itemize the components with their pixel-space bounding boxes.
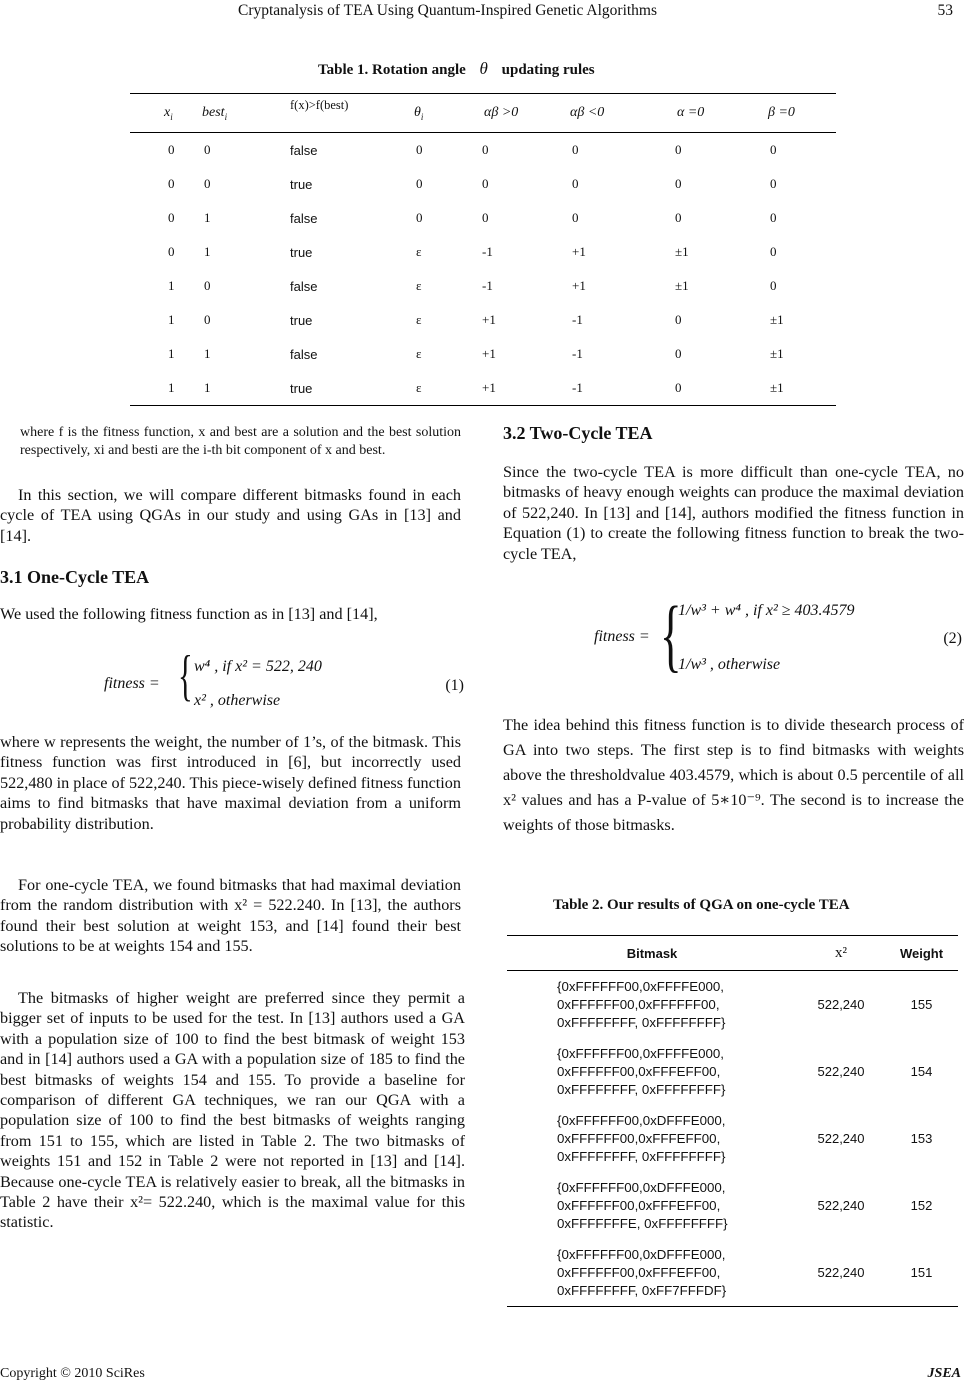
w-paragraph: where w represents the weight, the number of 1’s, of the bitmask. This fitness function was first introduced in [6], but incorrectly used 522,480 in place of 522,240. This piece-wisely defined fitness function aims to find bitmasks that have maximal deviation from a uniform probability distribution. xyxy=(0,733,461,833)
table2-bitmask-cell xyxy=(507,1038,797,1105)
table1-cell: 1 xyxy=(204,244,211,259)
table2-col-weight: Weight xyxy=(885,936,958,971)
table1-cell: 1 xyxy=(168,312,175,327)
bitmask-line: {0xFFFFFF00,0xDFFFE000, xyxy=(557,1246,726,1262)
equation-1 xyxy=(104,645,464,720)
table1-cell: +1 xyxy=(572,244,586,259)
table1-caption-pre: Table 1. Rotation angle xyxy=(318,62,466,78)
page-number: 53 xyxy=(937,2,953,19)
table1-col-ab-neg: αβ <0 xyxy=(570,94,665,133)
bitmask-line: 0xFFFFFF00,0xFFFEFF00, xyxy=(557,1264,721,1280)
table2-header xyxy=(507,936,958,971)
higher-paragraph: The bitmasks of higher weight are preferred since they permit a bigger set of inputs to be used for the test. In [13] authors used a GA with a population size of 100 to find the best bitmask of weight 153 and in [14] authors used a GA with a population size of 185 to find the best bitmasks of weights 154 and 155. To provide a baseline for comparison of different GA techniques, we ran our QGA with a population size of 100 to find the best bitmasks of weights ranging from 151 to 155, which are listed in Table 2. The two bitmasks of weights 151 and 152 in Table 2 were not reported in [13] and [14]. Because one-cycle TEA is relatively easier to break, all the bitmasks in Table 2 have their x²= 522.240, which is the maximal value for this statistic. xyxy=(0,989,465,1232)
section-heading-two-cycle: 3.2 Two-Cycle TEA xyxy=(503,423,653,443)
table2-x2-cell: 522,240 xyxy=(797,1239,885,1307)
table1-col-x: $x_i$ xyxy=(130,94,200,133)
bitmask-line: {0xFFFFFF00,0xFFFFE000, xyxy=(557,1045,724,1061)
table1-col-alpha0: α =0 xyxy=(665,94,750,133)
table1-row xyxy=(130,269,836,303)
table1-cell: 0 xyxy=(482,142,489,157)
table1-cell: true xyxy=(290,244,313,260)
table1-cell: 1 xyxy=(200,371,290,406)
table1-col-theta: $\theta_i$ xyxy=(400,94,480,133)
table1-cell: ε xyxy=(416,278,422,293)
table1-cell: 1 xyxy=(204,346,211,361)
table1-row xyxy=(130,337,836,371)
table1-caption-post: updating rules xyxy=(501,62,595,78)
table1-cell: 0 xyxy=(572,176,579,191)
table2-bitmask-cell xyxy=(507,1172,797,1239)
table1-cell: +1 xyxy=(572,278,586,293)
table1-cell: 0 xyxy=(416,176,423,191)
table1-row xyxy=(130,235,836,269)
table1-cell: 0 xyxy=(204,312,211,327)
eq1-lhs: fitness = xyxy=(104,675,160,692)
bitmask-line: 0xFFFFFFFF, 0xFFFFFFFF} xyxy=(557,1148,726,1164)
table1-cell: 0 xyxy=(572,210,579,225)
table1-cell: +1 xyxy=(482,312,496,327)
table1-cell: 0 xyxy=(675,346,682,361)
table1 xyxy=(130,93,836,406)
table1-cell: 0 xyxy=(770,176,777,191)
table1-cell: 0 xyxy=(572,142,579,157)
table1-cell: +1 xyxy=(480,371,570,406)
table2 xyxy=(507,935,958,1307)
table1-cell: ε xyxy=(416,312,422,327)
table2-x2-cell: 522,240 xyxy=(817,1198,865,1213)
table2-x2-cell: 522,240 xyxy=(817,997,865,1012)
table1-cell: 0 xyxy=(168,244,175,259)
running-header xyxy=(0,2,965,24)
bitmask-line: 0xFFFFFFFF, 0xFFFFFFFF} xyxy=(557,1081,726,1097)
used-paragraph: We used the following fitness function as in [13] and [14], xyxy=(0,605,378,623)
table1-cell: 0 xyxy=(204,278,211,293)
table1-cell: 0 xyxy=(482,210,489,225)
eq2-case1: 1/w³ + w⁴ , if x² ≥ 403.4579 xyxy=(678,602,855,619)
eq2-lhs: fitness = xyxy=(594,628,650,645)
table2-row xyxy=(507,971,958,1039)
table2-row xyxy=(507,1105,958,1172)
eq1-number: (1) xyxy=(445,677,464,694)
bitmask-line: 0xFFFFFFFF, 0xFF7FFFDF} xyxy=(557,1282,727,1298)
table1-cell: ±1 xyxy=(675,278,689,293)
bitmask-line: 0xFFFFFFFE, 0xFFFFFFFF} xyxy=(557,1215,728,1231)
table1-cell: 0 xyxy=(665,371,750,406)
table1-cell: 1 xyxy=(130,371,200,406)
table2-caption: Table 2. Our results of QGA on one-cycle TEA xyxy=(553,897,850,913)
bitmask-line: {0xFFFFFF00,0xDFFFE000, xyxy=(557,1179,726,1195)
table1-cell: 0 xyxy=(168,142,175,157)
bitmask-line: 0xFFFFFFFF, 0xFFFFFFFF} xyxy=(557,1014,726,1030)
table2-weight-cell: 155 xyxy=(910,997,933,1012)
eq1-case2: x² , otherwise xyxy=(194,692,281,709)
bitmask-line: {0xFFFFFF00,0xDFFFE000, xyxy=(557,1112,726,1128)
table1-cell: 0 xyxy=(416,210,423,225)
table1-cell: -1 xyxy=(570,371,665,406)
table2-weight-cell: 152 xyxy=(910,1198,933,1213)
eq2-brace: { xyxy=(660,589,682,680)
for-paragraph: For one-cycle TEA, we found bitmasks that had maximal deviation from the random distribution with x² = 522.240. In [13], the authors found their best solution at weight 153, and [14] found their best solutions to be at weights 154 and 155. xyxy=(0,876,461,956)
table1-cell: 0 xyxy=(204,176,211,191)
eq1-case1: w⁴ , if x² = 522, 240 xyxy=(194,658,322,675)
footer-journal: JSEA xyxy=(927,1366,961,1381)
table1-row xyxy=(130,371,836,406)
table1-cell: ±1 xyxy=(750,371,836,406)
table1-cell: ε xyxy=(416,346,422,361)
table2-weight-cell: 154 xyxy=(910,1064,933,1079)
table1-cell: false xyxy=(290,142,318,158)
table2-x2-cell: 522,240 xyxy=(817,1064,865,1079)
table1-cell: ε xyxy=(400,371,480,406)
running-title: Cryptanalysis of TEA Using Quantum-Inspired Genetic Algorithms xyxy=(238,2,658,19)
table1-cell: 0 xyxy=(770,278,777,293)
table1-cell: 0 xyxy=(770,244,777,259)
table1-caption-symbol: θ xyxy=(479,59,488,78)
table1-cell: -1 xyxy=(572,312,583,327)
table1-cell: 0 xyxy=(675,142,682,157)
footer-copyright: Copyright © 2010 SciRes xyxy=(0,1366,145,1381)
table1-cell: 0 xyxy=(770,142,777,157)
table1-cell: 1 xyxy=(168,346,175,361)
table1-row xyxy=(130,133,836,168)
section-heading-one-cycle: 3.1 One-Cycle TEA xyxy=(0,567,150,587)
table1-caption xyxy=(318,59,595,79)
table2-bitmask-cell xyxy=(507,971,797,1039)
eq2-case2: 1/w³ , otherwise xyxy=(678,656,781,673)
table1-cell: 1 xyxy=(168,278,175,293)
table1-cell: ε xyxy=(416,244,422,259)
table1-cell: false xyxy=(290,278,318,294)
table2-bitmask-cell xyxy=(507,1105,797,1172)
table1-col-ab-pos: αβ >0 xyxy=(480,94,570,133)
table1-cell: 0 xyxy=(770,210,777,225)
table1-cell: 1 xyxy=(204,210,211,225)
bitmask-line: 0xFFFFFF00,0xFFFEFF00, xyxy=(557,1130,721,1146)
where-paragraph: where f is the fitness function, x and best are a solution and the best solution respectively, xi and besti are the i-th bit component of x and best. xyxy=(20,425,461,459)
table1-cell: 0 xyxy=(168,176,175,191)
bitmask-line: 0xFFFFFF00,0xFFFFFF00, xyxy=(557,996,720,1012)
table1-col-best: best$_i$ xyxy=(200,94,290,133)
table1-cell: 0 xyxy=(675,176,682,191)
table1-cell: 0 xyxy=(675,312,682,327)
since-paragraph: Since the two-cycle TEA is more difficult than one-cycle TEA, no bitmasks of heavy enough weights can produce the maximal deviation of 522,240. In [13] and [14], authors modified the fitness function in Equation (1) to create the following fitness function to break the two-cycle TEA, xyxy=(503,463,964,563)
table1-cell: true xyxy=(290,312,313,328)
table2-row xyxy=(507,1172,958,1239)
table2-weight-cell: 153 xyxy=(910,1131,933,1146)
table1-cell: ±1 xyxy=(770,346,784,361)
bitmask-line: {0xFFFFFF00,0xFFFFE000, xyxy=(557,978,724,994)
intro-paragraph: In this section, we will compare different bitmasks found in each cycle of TEA using QGAs in our study and using GAs in [13] and [14]. xyxy=(0,486,461,545)
table2-body xyxy=(507,971,958,1307)
table1-cell: -1 xyxy=(572,346,583,361)
table1-cell: true xyxy=(290,371,400,406)
table2-col-bitmask: Bitmask xyxy=(507,936,797,971)
eq1-brace: { xyxy=(178,645,193,707)
table2-row xyxy=(507,1239,958,1307)
table2-bitmask-cell xyxy=(507,1239,797,1307)
table2-row xyxy=(507,1038,958,1105)
bitmask-line: 0xFFFFFF00,0xFFFEFF00, xyxy=(557,1063,721,1079)
table1-header xyxy=(130,94,836,133)
table1-cell: ±1 xyxy=(675,244,689,259)
table1-body xyxy=(130,133,836,406)
table1-cell: 0 xyxy=(168,210,175,225)
table2-x2-cell: 522,240 xyxy=(817,1131,865,1146)
table1-cell: +1 xyxy=(482,346,496,361)
table1-row xyxy=(130,201,836,235)
table1-cell: false xyxy=(290,346,318,362)
table1-cell: ±1 xyxy=(770,312,784,327)
eq2-number: (2) xyxy=(943,630,962,647)
table2-col-x2: x² xyxy=(797,936,885,971)
table1-col-fx: f(x)>f(best) xyxy=(290,94,400,133)
table1-cell: 0 xyxy=(204,142,211,157)
bitmask-line: 0xFFFFFF00,0xFFFEFF00, xyxy=(557,1197,721,1213)
table1-col-beta0: β =0 xyxy=(750,94,836,133)
table1-cell: true xyxy=(290,176,313,192)
idea-paragraph: The idea behind this fitness function is to divide thesearch process of GA into two steps. The first step is to find bitmasks with weights above the thresholdvalue 403.4579, which is about 0.5 percentile of all x² values and has a P-value of 5∗10⁻⁹. The second is to increase the weights of those bitmasks. xyxy=(503,716,964,834)
table1-cell: -1 xyxy=(482,244,493,259)
table1-row xyxy=(130,167,836,201)
table2-weight-cell: 151 xyxy=(885,1239,958,1307)
table1-cell: false xyxy=(290,210,318,226)
table1-cell: 0 xyxy=(416,142,423,157)
table1-row xyxy=(130,303,836,337)
table1-cell: 0 xyxy=(675,210,682,225)
table1-cell: 0 xyxy=(482,176,489,191)
equation-2 xyxy=(594,588,964,693)
table1-cell: -1 xyxy=(482,278,493,293)
